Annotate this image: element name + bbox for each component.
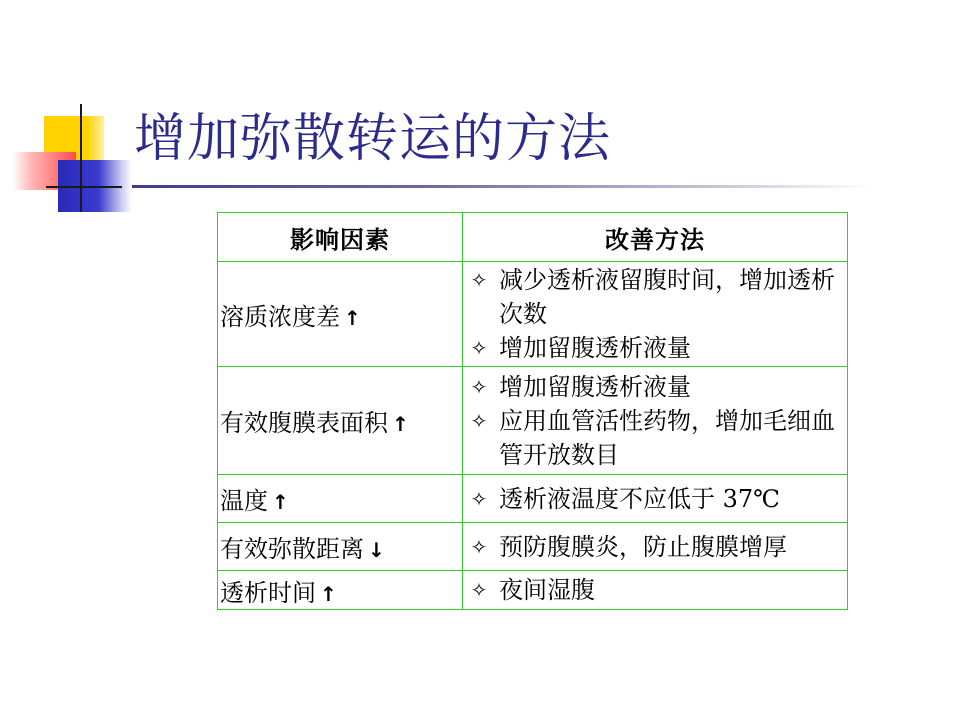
factor-label: 透析时间 — [220, 578, 316, 607]
method-cell — [463, 367, 848, 475]
star-bullet-icon: ✧ — [470, 336, 488, 360]
header-factor: 影响因素 — [218, 213, 463, 262]
factor-label: 温度 — [220, 487, 268, 515]
table-row — [218, 571, 848, 610]
star-bullet-icon: ✧ — [470, 408, 488, 433]
decor-vertical-line — [80, 104, 82, 212]
method-text: 预防腹膜炎，防止腹膜增厚 — [499, 532, 787, 561]
factor-label: 有效弥散距离 — [220, 535, 364, 563]
method-item — [463, 530, 847, 564]
table-header-row — [218, 213, 848, 262]
factor-cell — [218, 571, 463, 610]
factor-cell — [218, 367, 463, 475]
method-item — [463, 482, 847, 516]
method-item — [463, 573, 847, 607]
factor-label: 有效腹膜表面积 — [220, 409, 388, 437]
method-item — [463, 370, 847, 404]
method-cell — [463, 523, 848, 571]
arrow-up-icon: ↑ — [272, 490, 289, 514]
arrow-up-icon: ↑ — [344, 305, 361, 330]
factor-cell — [218, 262, 463, 367]
star-bullet-icon: ✧ — [470, 534, 488, 559]
factor-cell — [218, 475, 463, 523]
factor-label: 溶质浓度差 — [220, 302, 340, 331]
method-text: 增加留腹透析液量 — [499, 372, 691, 401]
title-underline — [132, 185, 872, 188]
method-text: 增加留腹透析液量 — [499, 334, 691, 362]
method-cell — [463, 262, 848, 367]
method-item — [463, 263, 847, 331]
factors-table — [217, 212, 848, 610]
method-item — [463, 331, 847, 365]
method-item — [463, 404, 847, 472]
method-text: 应用血管活性药物，增加毛细血管开放数目 — [499, 406, 835, 469]
arrow-up-icon: ↑ — [392, 412, 409, 436]
arrow-down-icon: ↓ — [368, 538, 385, 562]
method-text: 夜间湿腹 — [499, 576, 595, 604]
factor-cell — [218, 523, 463, 571]
method-text: 透析液温度不应低于 37℃ — [499, 484, 781, 513]
decor-horizontal-line — [46, 186, 122, 188]
slide-title: 增加弥散转运的方法 — [134, 109, 612, 169]
star-bullet-icon: ✧ — [470, 268, 488, 292]
method-cell — [463, 571, 848, 610]
method-text: 减少透析液留腹时间，增加透析次数 — [499, 266, 835, 328]
table-row — [218, 475, 848, 523]
header-method: 改善方法 — [463, 213, 848, 262]
star-bullet-icon: ✧ — [470, 486, 488, 511]
arrow-up-icon: ↑ — [320, 581, 337, 606]
star-bullet-icon: ✧ — [470, 374, 488, 399]
table-row — [218, 523, 848, 571]
table-row — [218, 367, 848, 475]
table-row — [218, 262, 848, 367]
method-cell — [463, 475, 848, 523]
star-bullet-icon: ✧ — [470, 578, 488, 602]
